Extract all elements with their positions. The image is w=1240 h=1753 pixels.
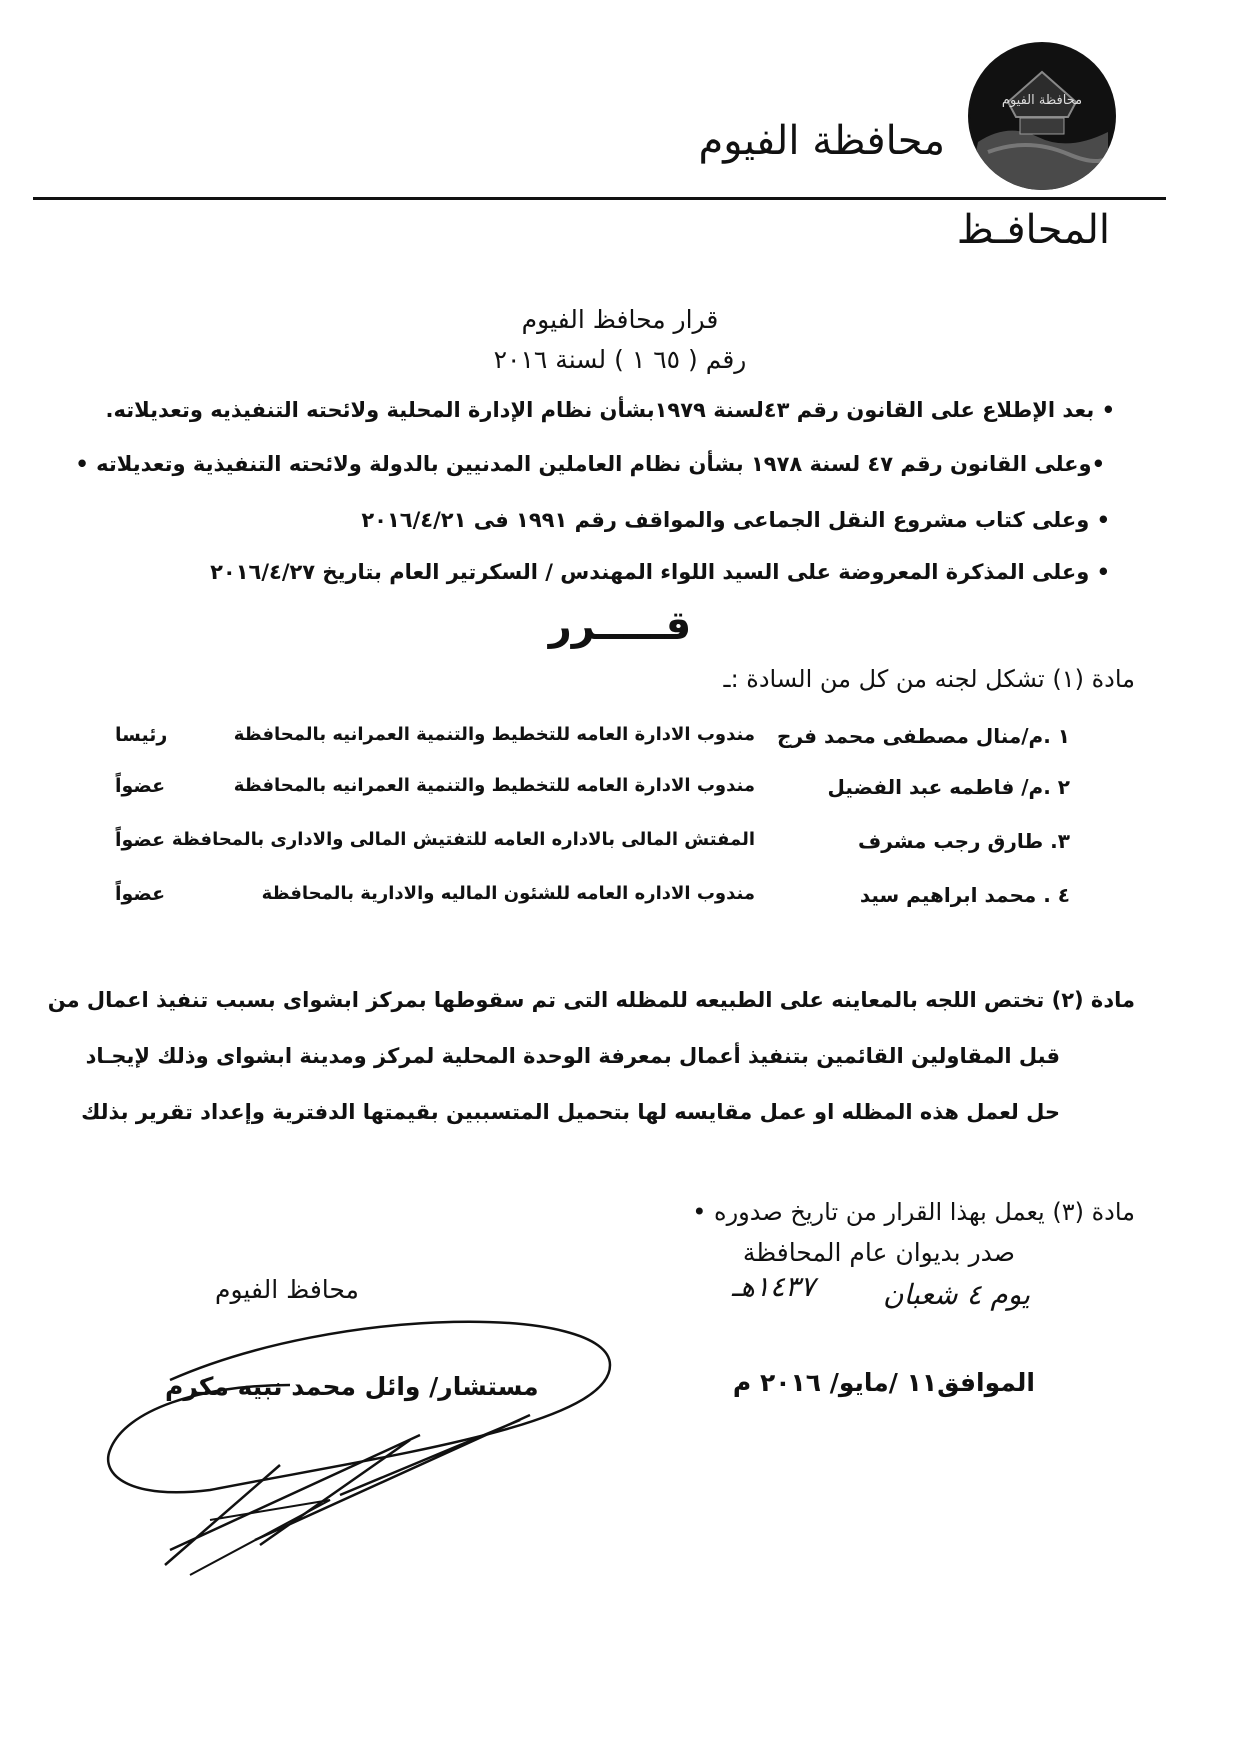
signatory-title: محافظ الفيوم xyxy=(215,1275,359,1304)
member-role: مندوب الاداره العامه للشئون الماليه والادارية بالمحافظة xyxy=(261,883,755,904)
member-name: ١ .م/منال مصطفى محمد فرج xyxy=(777,724,1070,748)
seal-emblem xyxy=(968,42,1116,190)
header-rule xyxy=(33,197,1166,200)
article-2-line: حل لعمل هذه المظله او عمل مقايسه لها بتحميل المتسببين بقيمتها الدفترية وإعداد تقرير بذلك xyxy=(81,1100,1060,1124)
preamble-line: •وعلى القانون رقم ٤٧ لسنة ١٩٧٨ بشأن نظام العاملين المدنيين بالدولة ولائحته التنفيذية وتعديلاته • xyxy=(75,452,1105,476)
preamble-line: • وعلى كتاب مشروع النقل الجماعى والمواقف رقم ١٩٩١ فى ٢٠١٦/٤/٢١ xyxy=(361,508,1110,532)
member-role: مندوب الادارة العامه للتخطيط والتنمية العمرانيه بالمحافظة xyxy=(233,775,755,796)
article-1: مادة (١) تشكل لجنه من كل من السادة :ـ xyxy=(723,665,1135,693)
decree-word: قـــــرر xyxy=(548,603,692,649)
hijri-year: ١٤٣٧هـ xyxy=(731,1270,815,1303)
member-status: عضواً xyxy=(115,829,166,851)
member-status: عضواً xyxy=(115,883,166,905)
preamble-line: • بعد الإطلاع على القانون رقم ٤٣لسنة ١٩٧٩بشأن نظام الإدارة المحلية ولائحته التنفيذيه وتعديلاته. xyxy=(105,398,1115,422)
office-title: المحافـظ xyxy=(956,207,1110,253)
article-2-line: مادة (٢) تختص اللجه بالمعاينه على الطبيعه للمظله التى تم سقوطها بمركز ابشواى بسبب تنفيذ اعمال من xyxy=(47,988,1135,1012)
signatory-name: مستشار/ وائل محمد نبيه مكرم xyxy=(165,1372,539,1401)
member-status: رئيسا xyxy=(115,724,168,746)
issued-at: صدر بديوان عام المحافظة xyxy=(742,1238,1015,1267)
article-3: مادة (٣) يعمل بهذا القرار من تاريخ صدوره • xyxy=(692,1198,1135,1226)
seal-text: محافظة الفيوم xyxy=(1001,93,1083,108)
decree-number: رقم ( ٦٥ ١ ) لسنة ٢٠١٦ xyxy=(493,345,747,374)
governorate-seal xyxy=(968,42,1116,190)
member-name: ٤ . محمد ابراهيم سيد xyxy=(859,883,1070,907)
gregorian-date: الموافق١١ /مايو/ ٢٠١٦ م xyxy=(732,1368,1035,1397)
hijri-day: يوم ٤ شعبان xyxy=(883,1278,1030,1311)
member-status: عضواً xyxy=(115,775,166,797)
member-name: ٢ .م/ فاطمه عبد الفضيل xyxy=(827,775,1070,799)
decree-title: قرار محافظ الفيوم xyxy=(521,305,719,334)
governorate-name: محافظة الفيوم xyxy=(698,118,945,164)
member-role: مندوب الادارة العامه للتخطيط والتنمية العمرانيه بالمحافظة xyxy=(233,724,755,745)
handwritten-signature xyxy=(90,1285,650,1585)
preamble-line: • وعلى المذكرة المعروضة على السيد اللواء المهندس / السكرتير العام بتاريخ ٢٠١٦/٤/٢٧ xyxy=(210,560,1110,584)
member-role: المفتش المالى بالاداره العامه للتفتيش المالى والادارى بالمحافظة xyxy=(171,829,755,850)
member-name: ٣. طارق رجب مشرف xyxy=(858,829,1070,853)
article-2-line: قبل المقاولين القائمين بتنفيذ أعمال بمعرفة الوحدة المحلية لمركز ومدينة ابشواى وذلك لإيجـاد xyxy=(85,1044,1060,1068)
